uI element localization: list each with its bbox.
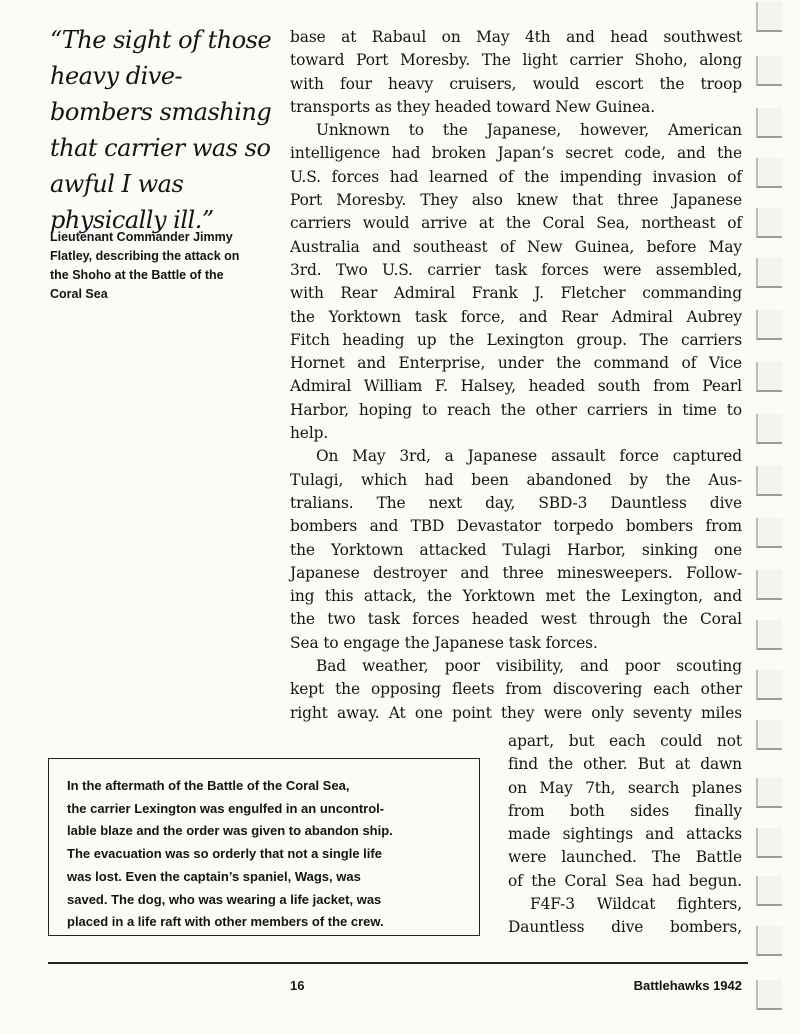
quote-line: heavy dive- [50,62,183,90]
quote-line: that carrier was so [50,134,271,162]
body-line: transports as they headed toward New Guinea. [290,97,655,116]
body-line: on May 7th, search planes [508,778,742,797]
attribution-line: the Shoho at the Battle of the [50,268,224,282]
body-line: made sightings and attacks [508,825,742,844]
body-line: Harbor, hoping to reach the other carriers in time to [290,400,742,419]
binding-tab [756,926,782,956]
sidebar-line: the carrier Lexington was engulfed in an uncontrol- [67,800,385,816]
binding-tab [756,980,782,1010]
body-line: ing this attack, the Yorktown met the Lexington, and [290,587,742,606]
binding-tab [756,56,782,86]
page-number: 16 [290,978,305,993]
body-line: the two task forces headed west through the Coral [290,610,742,629]
sidebar-line: lable blaze and the order was given to abandon ship. [67,823,393,839]
body-line: of the Coral Sea had begun. [508,871,742,890]
binding-tab [756,720,782,750]
body-line: Japanese destroyer and three minesweepers. Follow- [290,563,742,582]
body-line: base at Rabaul on May 4th and head southwest [290,28,742,46]
binding-tab [756,670,782,700]
body-line: Admiral William F. Halsey, headed south from Pearl [290,377,742,396]
body-line: F4F-3 Wildcat fighters, [530,895,742,914]
body-line: Tulagi, which had been abandoned by the Aus- [290,470,742,489]
body-line: apart, but each could not [508,732,742,750]
sidebar-line: The evacuation was so orderly that not a single life [67,846,382,862]
binding-tab [756,518,782,548]
sidebar-line: placed in a life raft with other members of the crew. [67,914,384,930]
body-line: bombers and TBD Devastator torpedo bombers from [290,517,742,536]
quote-line: physically ill.” [50,206,214,234]
attribution-line: Flatley, describing the attack on [50,249,240,263]
running-title: Battlehawks 1942 [633,978,742,993]
attribution-line: Coral Sea [50,287,108,301]
body-line: Sea to engage the Japanese task forces. [290,633,598,652]
body-line: Unknown to the Japanese, however, American [316,121,742,140]
body-line: with Rear Admiral Frank J. Fletcher commanding [290,284,742,303]
sidebar-line: saved. The dog, who was wearing a life jacket, was [67,891,382,907]
sidebar-box [48,758,480,936]
body-line: right away. At one point they were only seventy miles [290,703,742,722]
body-text-wrap-column [508,730,742,940]
binding-tab [756,876,782,906]
body-line: Australia and southeast of New Guinea, before May [290,237,742,256]
binding-tab [756,362,782,392]
body-line: carriers would arrive at the Coral Sea, northeast of [290,214,742,233]
binding-tab [756,158,782,188]
body-line: from both sides finally [508,801,742,820]
body-line: 3rd. Two U.S. carrier task forces were assembled, [290,260,742,279]
body-line: Fitch heading up the Lexington group. The carriers [290,330,742,349]
body-line: Bad weather, poor visibility, and poor scouting [316,657,742,676]
binding-tab [756,208,782,238]
binding-tab [756,258,782,288]
body-line: kept the opposing fleets from discovering each other [290,680,742,699]
body-line: the Yorktown attacked Tulagi Harbor, sinking one [290,540,742,559]
binding-tab [756,778,782,808]
body-line: U.S. forces had learned of the impending invasion of [290,167,742,186]
quote-line: bombers smashing [50,98,272,126]
body-line: toward Port Moresby. The light carrier Shoho, along [290,51,742,70]
binding-tab [756,620,782,650]
body-line: intelligence had broken Japan’s secret code, and the [290,144,742,163]
footer-rule [48,962,748,964]
binding-tab [756,828,782,858]
sidebar-line: In the aftermath of the Battle of the Coral Sea, [67,778,350,793]
quote-line: “The sight of those [50,26,272,54]
body-line: Dauntless dive bombers, [508,918,742,937]
body-line: the Yorktown task force, and Rear Admiral Aubrey [290,307,742,326]
body-line: On May 3rd, a Japanese assault force captured [316,447,742,466]
body-line: with four heavy cruisers, would escort the troop [290,74,742,93]
quote-line: awful I was [50,170,184,198]
binding-tab [756,466,782,496]
body-line: Hornet and Enterprise, under the command of Vice [290,354,742,373]
sidebar-line: was lost. Even the captain’s spaniel, Wags, was [67,868,361,884]
binding-tab [756,570,782,600]
body-line: find the other. But at dawn [508,755,742,774]
body-line: tralians. The next day, SBD-3 Dauntless dive [290,493,742,512]
binding-tab [756,310,782,340]
body-text-column [290,26,742,725]
attribution-line: Lieutenant Commander Jimmy [50,230,233,244]
pull-quote [50,22,275,238]
body-line: help. [290,424,329,443]
body-line: were launched. The Battle [508,848,742,867]
binding-tab [756,2,782,32]
binding-tab [756,414,782,444]
body-line: Port Moresby. They also knew that three Japanese [290,191,742,210]
quote-attribution [50,228,275,304]
binding-tab [756,108,782,138]
